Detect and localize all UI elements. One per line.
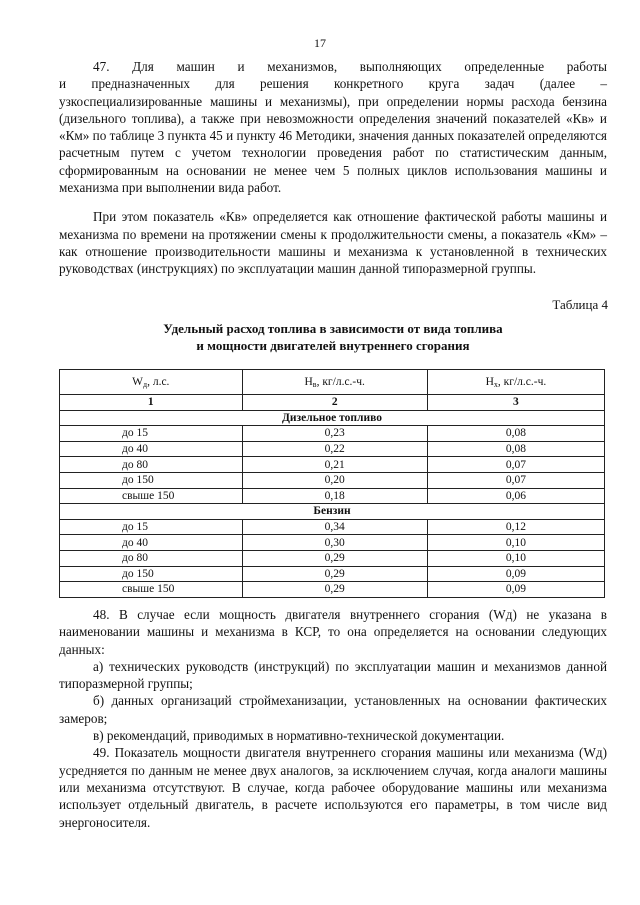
power-range-cell: свыше 150 [60,582,243,598]
paragraph-47-line1: 47. Для машин и механизмов, выполняющих определенные работы [93,59,607,74]
power-range-cell: до 80 [60,457,243,473]
hx-value-cell: 0,07 [427,472,604,488]
hx-value-cell: 0,09 [427,582,604,598]
power-range-cell: до 40 [60,535,243,551]
hx-value-cell: 0,10 [427,535,604,551]
table-row [60,488,605,504]
power-range-cell: до 15 [60,426,243,442]
table-row [60,441,605,457]
paragraph-47-rest: узкоспециализированные машины и механизмы), при определении нормы расхода бензина (дизельного топлива), а также при невозможности определения значений показателей «Кв» и «Км» по таблице 3 пункта 45 и пункту 46 Методики, значения данных показателей определяются расчетным путем с учетом технологии проведения работ по статистическим данным, сформированным на основании не менее чем 5 полных циклов использования машины и механизма при выполнении вида работ. [59,93,607,196]
hv-value-cell: 0,29 [242,566,427,582]
paragraph-kv-km: При этом показатель «Кв» определяется как отношение фактической работы машины и механизма по времени на протяжении смены к продолжительности смены, а показатель «Км» – как отношение производительности машины и механизма к установленной в технических руководствах (инструкциях) по эксплуатации машин данной типоразмерной группы. [59,209,607,277]
power-range-cell: до 150 [60,472,243,488]
power-range-cell: до 40 [60,441,243,457]
table-row [60,426,605,442]
table-title-line1: Удельный расход топлива в зависимости от вида топлива [163,321,503,336]
table-title [59,320,607,354]
table-group-row [60,410,605,426]
header-hv: $Н_в$, кг/л.с.-ч. [242,370,427,395]
table-row [60,582,605,598]
hx-value-cell: 0,07 [427,457,604,473]
column-number: 3 [427,395,604,411]
table-row [60,472,605,488]
hx-value-cell: 0,06 [427,488,604,504]
hx-value-cell: 0,10 [427,550,604,566]
hv-value-cell: 0,34 [242,519,427,535]
table-title-line2: и мощности двигателей внутреннего сгорания [196,338,470,353]
table-row [60,535,605,551]
hx-value-cell: 0,08 [427,426,604,442]
power-range-cell: до 15 [60,519,243,535]
hx-value-cell: 0,08 [427,441,604,457]
header-power: $W_д$, л.с. [60,370,243,395]
table-group-row [60,504,605,520]
table-row [60,550,605,566]
hv-value-cell: 0,22 [242,441,427,457]
hx-value-cell: 0,09 [427,566,604,582]
power-range-cell: свыше 150 [60,488,243,504]
fuel-consumption-table [59,369,605,598]
hv-value-cell: 0,21 [242,457,427,473]
paragraph-48-c: в) рекомендаций, приводимых в нормативно-технической документации. [93,728,505,744]
page-number: 17 [314,36,326,50]
table-row [60,457,605,473]
lower-text [59,606,607,831]
group-name: Бензин [60,504,605,520]
group-name: Дизельное топливо [60,410,605,426]
hv-value-cell: 0,29 [242,550,427,566]
hv-value-cell: 0,23 [242,426,427,442]
table-row [60,519,605,535]
header-hx: $Н_х$, кг/л.с.-ч. [427,370,604,395]
paragraph-48-b: б) данных организаций строймеханизации, установленных на основании фактических замеров; [59,693,607,726]
power-range-cell: до 80 [60,550,243,566]
paragraph-48: 48. В случае если мощность двигателя внутреннего сгорания (Wд) не указана в наименовании машины и механизма в КСР, то она определяется на основании следующих данных: [59,607,607,657]
table-header-row [60,370,605,395]
column-number-row [60,395,605,411]
paragraph-48-a: а) технических руководств (инструкций) по эксплуатации машин и механизмов данной типоразмерной группы; [59,658,607,692]
paragraph-47-line2: и предназначенных для решения конкретного круга задач (далее – [59,76,607,92]
power-range-cell: до 150 [60,566,243,582]
hv-value-cell: 0,29 [242,582,427,598]
paragraph-49: 49. Показатель мощности двигателя внутреннего сгорания машины или механизма (Wд) усредняется по данным не менее двух аналогов, за исключением случая, когда аналоги машины или механизма отсутствуют. В случае, когда рабочее оборудование машины или механизма использует отдельный двигатель, в расчете используются его параметры, в том числе вид энергоносителя. [59,745,607,830]
upper-text [59,58,607,278]
column-number: 2 [242,395,427,411]
hv-value-cell: 0,20 [242,472,427,488]
hx-value-cell: 0,12 [427,519,604,535]
table-label: Таблица 4 [552,297,608,312]
hv-value-cell: 0,30 [242,535,427,551]
hv-value-cell: 0,18 [242,488,427,504]
table-row [60,566,605,582]
column-number: 1 [60,395,243,411]
